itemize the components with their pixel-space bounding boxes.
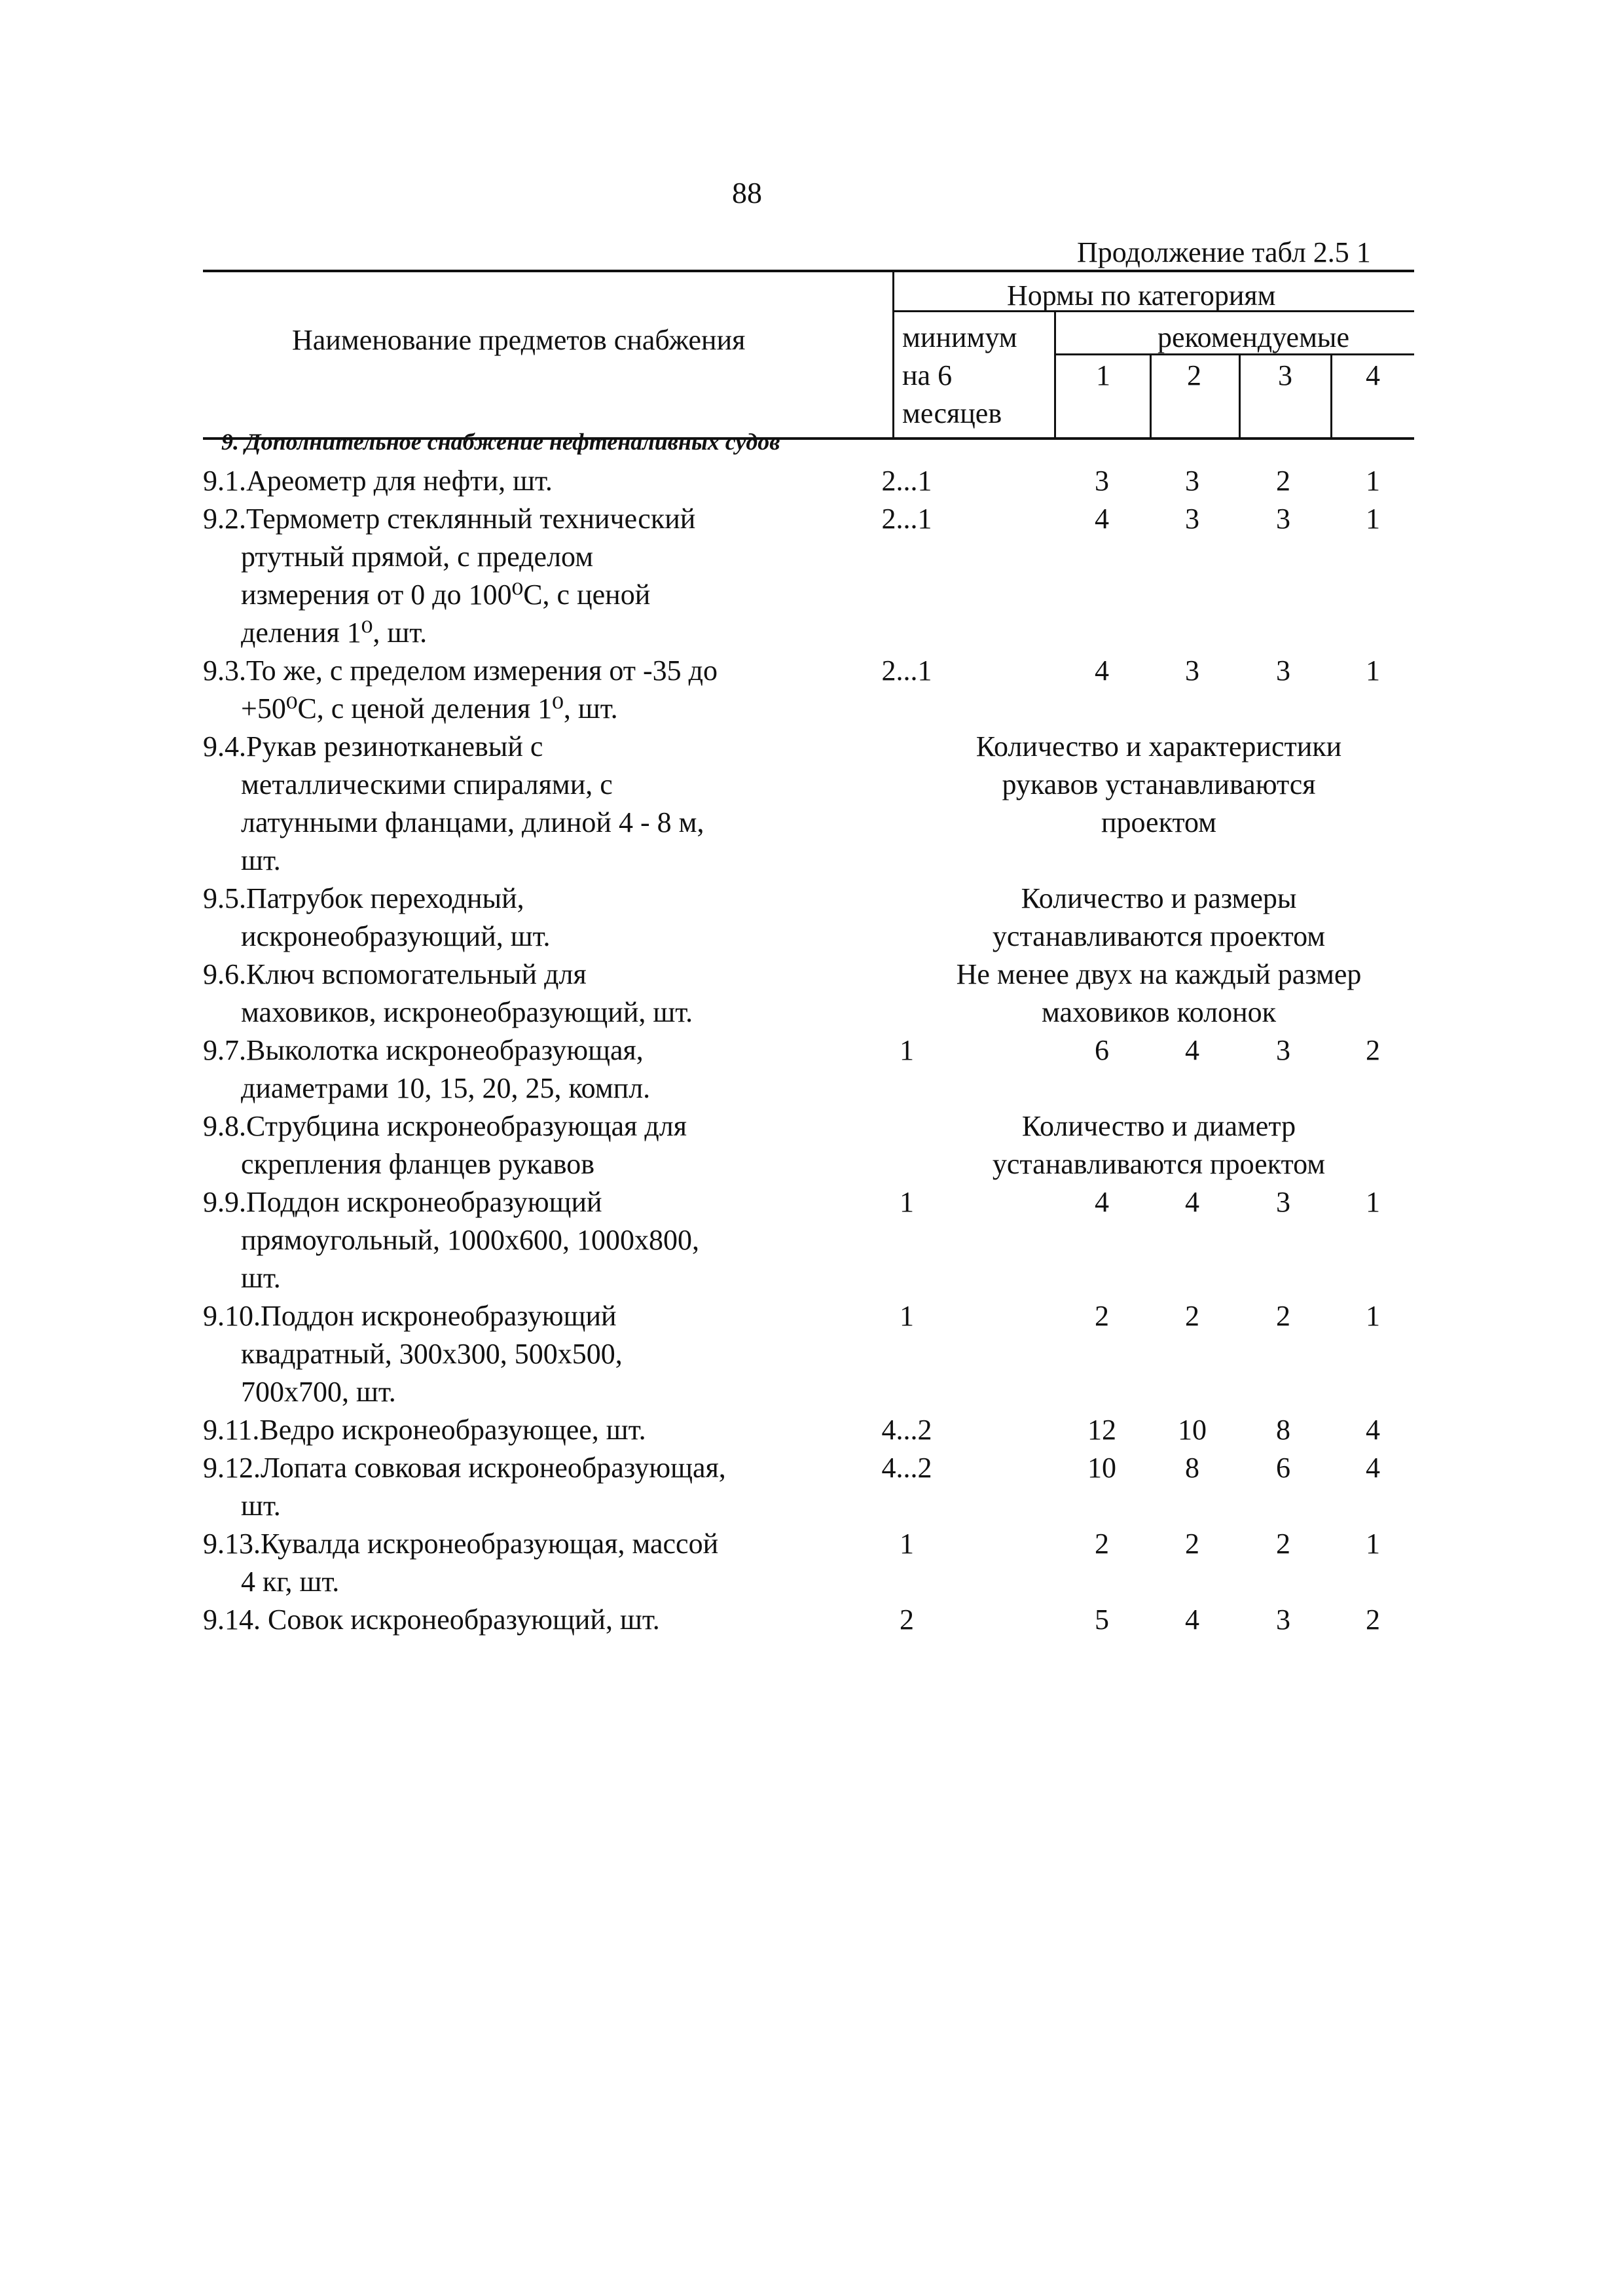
value-category-4: 2 — [1366, 1604, 1380, 1636]
table-row — [203, 1411, 1414, 1449]
item-name — [203, 462, 890, 500]
table-row — [203, 652, 1414, 728]
item-name-line: скрепления фланцев рукавов — [241, 1148, 595, 1180]
item-name-line: +50⁰С, с ценой деления 1⁰, шт. — [241, 692, 618, 725]
value-category-4: 1 — [1366, 503, 1380, 535]
row-note-line: проектом — [1101, 806, 1217, 838]
row-note-line: рукавов устанавливаются — [1002, 768, 1316, 800]
value-category-4: 1 — [1366, 655, 1380, 687]
item-name-line: измерения от 0 до 100⁰С, с ценой — [241, 579, 651, 611]
table-header — [203, 270, 1414, 440]
table-row — [203, 880, 1414, 956]
item-name-line: деления 1⁰, шт. — [241, 617, 428, 649]
header-recommended: рекомендуемые — [1158, 321, 1350, 353]
value-category-1: 12 — [1087, 1414, 1116, 1446]
item-name — [203, 1449, 890, 1525]
table-row — [203, 1297, 1414, 1411]
item-name-line: 9.2.Термометр стеклянный технический — [203, 503, 696, 535]
value-category-3: 8 — [1276, 1414, 1290, 1446]
value-category-1: 4 — [1095, 1186, 1109, 1218]
table-row — [203, 1601, 1414, 1639]
value-category-3: 2 — [1276, 465, 1290, 497]
value-category-2: 2 — [1185, 1300, 1199, 1332]
value-category-1: 5 — [1095, 1604, 1109, 1636]
item-name — [203, 728, 890, 880]
value-category-3: 3 — [1276, 1034, 1290, 1066]
value-minimum: 1 — [900, 1528, 914, 1560]
header-minimum-months: месяцев — [902, 397, 1002, 429]
row-note-line: Количество и диаметр — [1021, 1110, 1296, 1142]
item-name-line: шт. — [241, 844, 281, 876]
value-category-4: 1 — [1366, 1300, 1380, 1332]
value-category-4: 4 — [1366, 1414, 1380, 1446]
header-category-4: 4 — [1366, 359, 1380, 391]
value-category-2: 3 — [1185, 655, 1199, 687]
item-name-line: 9.1.Ареометр для нефти, шт. — [203, 465, 553, 497]
item-name — [203, 1297, 890, 1411]
item-name-line: шт. — [241, 1490, 281, 1522]
value-category-3: 3 — [1276, 655, 1290, 687]
item-name-line: металлическими спиралями, с — [241, 768, 613, 800]
table-row — [203, 728, 1414, 880]
item-name-line: 9.4.Рукав резинотканевый с — [203, 730, 543, 762]
item-name — [203, 1031, 890, 1107]
item-name — [203, 1183, 890, 1297]
item-name — [203, 1411, 890, 1449]
item-name-line: 9.12.Лопата совковая искронеобразующая, — [203, 1452, 726, 1484]
item-name-line: 9.10.Поддон искронеобразующий — [203, 1300, 617, 1332]
header-norms: Нормы по категориям — [1007, 279, 1276, 312]
item-name-line: диаметрами 10, 15, 20, 25, компл. — [241, 1072, 651, 1104]
value-minimum: 1 — [900, 1300, 914, 1332]
item-name-line: прямоугольный, 1000х600, 1000х800, — [241, 1224, 700, 1256]
value-minimum: 1 — [900, 1186, 914, 1218]
row-note-line: Количество и размеры — [1021, 882, 1297, 914]
row-note-line: Количество и характеристики — [976, 730, 1342, 762]
value-minimum: 2...1 — [881, 503, 932, 535]
value-category-4: 1 — [1366, 1186, 1380, 1218]
header-item-name: Наименование предметов снабжения — [292, 324, 746, 356]
header-category-3: 3 — [1278, 359, 1292, 391]
item-name-line: квадратный, 300х300, 500х500, — [241, 1338, 623, 1370]
value-category-1: 10 — [1087, 1452, 1116, 1484]
value-minimum: 2...1 — [881, 655, 932, 687]
table-row — [203, 1107, 1414, 1183]
item-name-line: латунными фланцами, длиной 4 - 8 м, — [241, 806, 704, 838]
value-category-4: 1 — [1366, 1528, 1380, 1560]
row-note-line: устанавливаются проектом — [992, 920, 1326, 952]
value-minimum: 4...2 — [881, 1452, 932, 1484]
item-name-line: 9.5.Патрубок переходный, — [203, 882, 524, 914]
item-name — [203, 500, 890, 652]
table-row — [203, 1183, 1414, 1297]
item-name-line: 9.8.Струбцина искронеобразующая для — [203, 1110, 687, 1142]
value-category-2: 4 — [1185, 1186, 1199, 1218]
item-name — [203, 880, 890, 956]
value-category-2: 2 — [1185, 1528, 1199, 1560]
value-category-2: 4 — [1185, 1034, 1199, 1066]
value-category-1: 2 — [1095, 1528, 1109, 1560]
value-category-3: 2 — [1276, 1300, 1290, 1332]
row-note-line: устанавливаются проектом — [992, 1148, 1326, 1180]
table-body — [203, 462, 1414, 1639]
value-category-3: 3 — [1276, 503, 1290, 535]
value-category-3: 6 — [1276, 1452, 1290, 1484]
value-category-2: 3 — [1185, 503, 1199, 535]
table-row — [203, 500, 1414, 652]
item-name-line: 9.9.Поддон искронеобразующий — [203, 1186, 602, 1218]
value-category-3: 2 — [1276, 1528, 1290, 1560]
item-name-line: 9.11.Ведро искронеобразующее, шт. — [203, 1414, 646, 1446]
header-category-2: 2 — [1187, 359, 1201, 391]
value-category-1: 3 — [1095, 465, 1109, 497]
value-category-1: 4 — [1095, 503, 1109, 535]
supply-norms-table — [203, 270, 1414, 440]
value-category-4: 1 — [1366, 465, 1380, 497]
item-name-line: 9.14. Совок искронеобразующий, шт. — [203, 1604, 660, 1636]
item-name-line: 9.13.Кувалда искронеобразующая, массой — [203, 1528, 719, 1560]
value-minimum: 2 — [900, 1604, 914, 1636]
table-row — [203, 1031, 1414, 1107]
item-name-line: маховиков, искронеобразующий, шт. — [241, 996, 693, 1028]
value-category-2: 4 — [1185, 1604, 1199, 1636]
value-category-3: 3 — [1276, 1604, 1290, 1636]
value-category-4: 4 — [1366, 1452, 1380, 1484]
value-category-2: 10 — [1178, 1414, 1207, 1446]
item-name — [203, 1601, 890, 1639]
item-name-line: 9.6.Ключ вспомогательный для — [203, 958, 587, 990]
item-name-line: ртутный прямой, с пределом — [241, 541, 594, 573]
row-note-line: маховиков колонок — [1041, 996, 1277, 1028]
row-note — [897, 956, 1421, 1031]
item-name — [203, 652, 890, 728]
item-name-line: шт. — [241, 1262, 281, 1294]
value-minimum: 1 — [900, 1034, 914, 1066]
item-name — [203, 1525, 890, 1601]
value-category-1: 6 — [1095, 1034, 1109, 1066]
section-title: 9. Дополнительное снабжение нефтеналивных судов — [221, 429, 780, 455]
row-note — [897, 1107, 1421, 1183]
table-continuation-label: Продолжение табл 2.5 1 — [1077, 236, 1371, 268]
item-name — [203, 1107, 890, 1183]
header-minimum-period: на 6 — [902, 359, 953, 391]
value-category-4: 2 — [1366, 1034, 1380, 1066]
item-name — [203, 956, 890, 1031]
header-minimum: минимум — [902, 321, 1017, 353]
header-category-1: 1 — [1096, 359, 1110, 391]
row-note-line: Не менее двух на каждый размер — [956, 958, 1362, 990]
value-category-1: 2 — [1095, 1300, 1109, 1332]
table-row — [203, 1525, 1414, 1601]
row-note — [897, 880, 1421, 956]
value-category-1: 4 — [1095, 655, 1109, 687]
item-name-line: 9.7.Выколотка искронеобразующая, — [203, 1034, 644, 1066]
table-row — [203, 1449, 1414, 1525]
value-category-2: 8 — [1185, 1452, 1199, 1484]
table-row — [203, 956, 1414, 1031]
table-row — [203, 462, 1414, 500]
value-minimum: 2...1 — [881, 465, 932, 497]
row-note — [897, 728, 1421, 842]
page-number: 88 — [732, 176, 762, 209]
value-category-2: 3 — [1185, 465, 1199, 497]
item-name-line: искронеобразующий, шт. — [241, 920, 551, 952]
value-category-3: 3 — [1276, 1186, 1290, 1218]
item-name-line: 4 кг, шт. — [241, 1566, 340, 1598]
item-name-line: 9.3.То же, с пределом измерения от -35 до — [203, 655, 718, 687]
item-name-line: 700х700, шт. — [241, 1376, 396, 1408]
value-minimum: 4...2 — [881, 1414, 932, 1446]
